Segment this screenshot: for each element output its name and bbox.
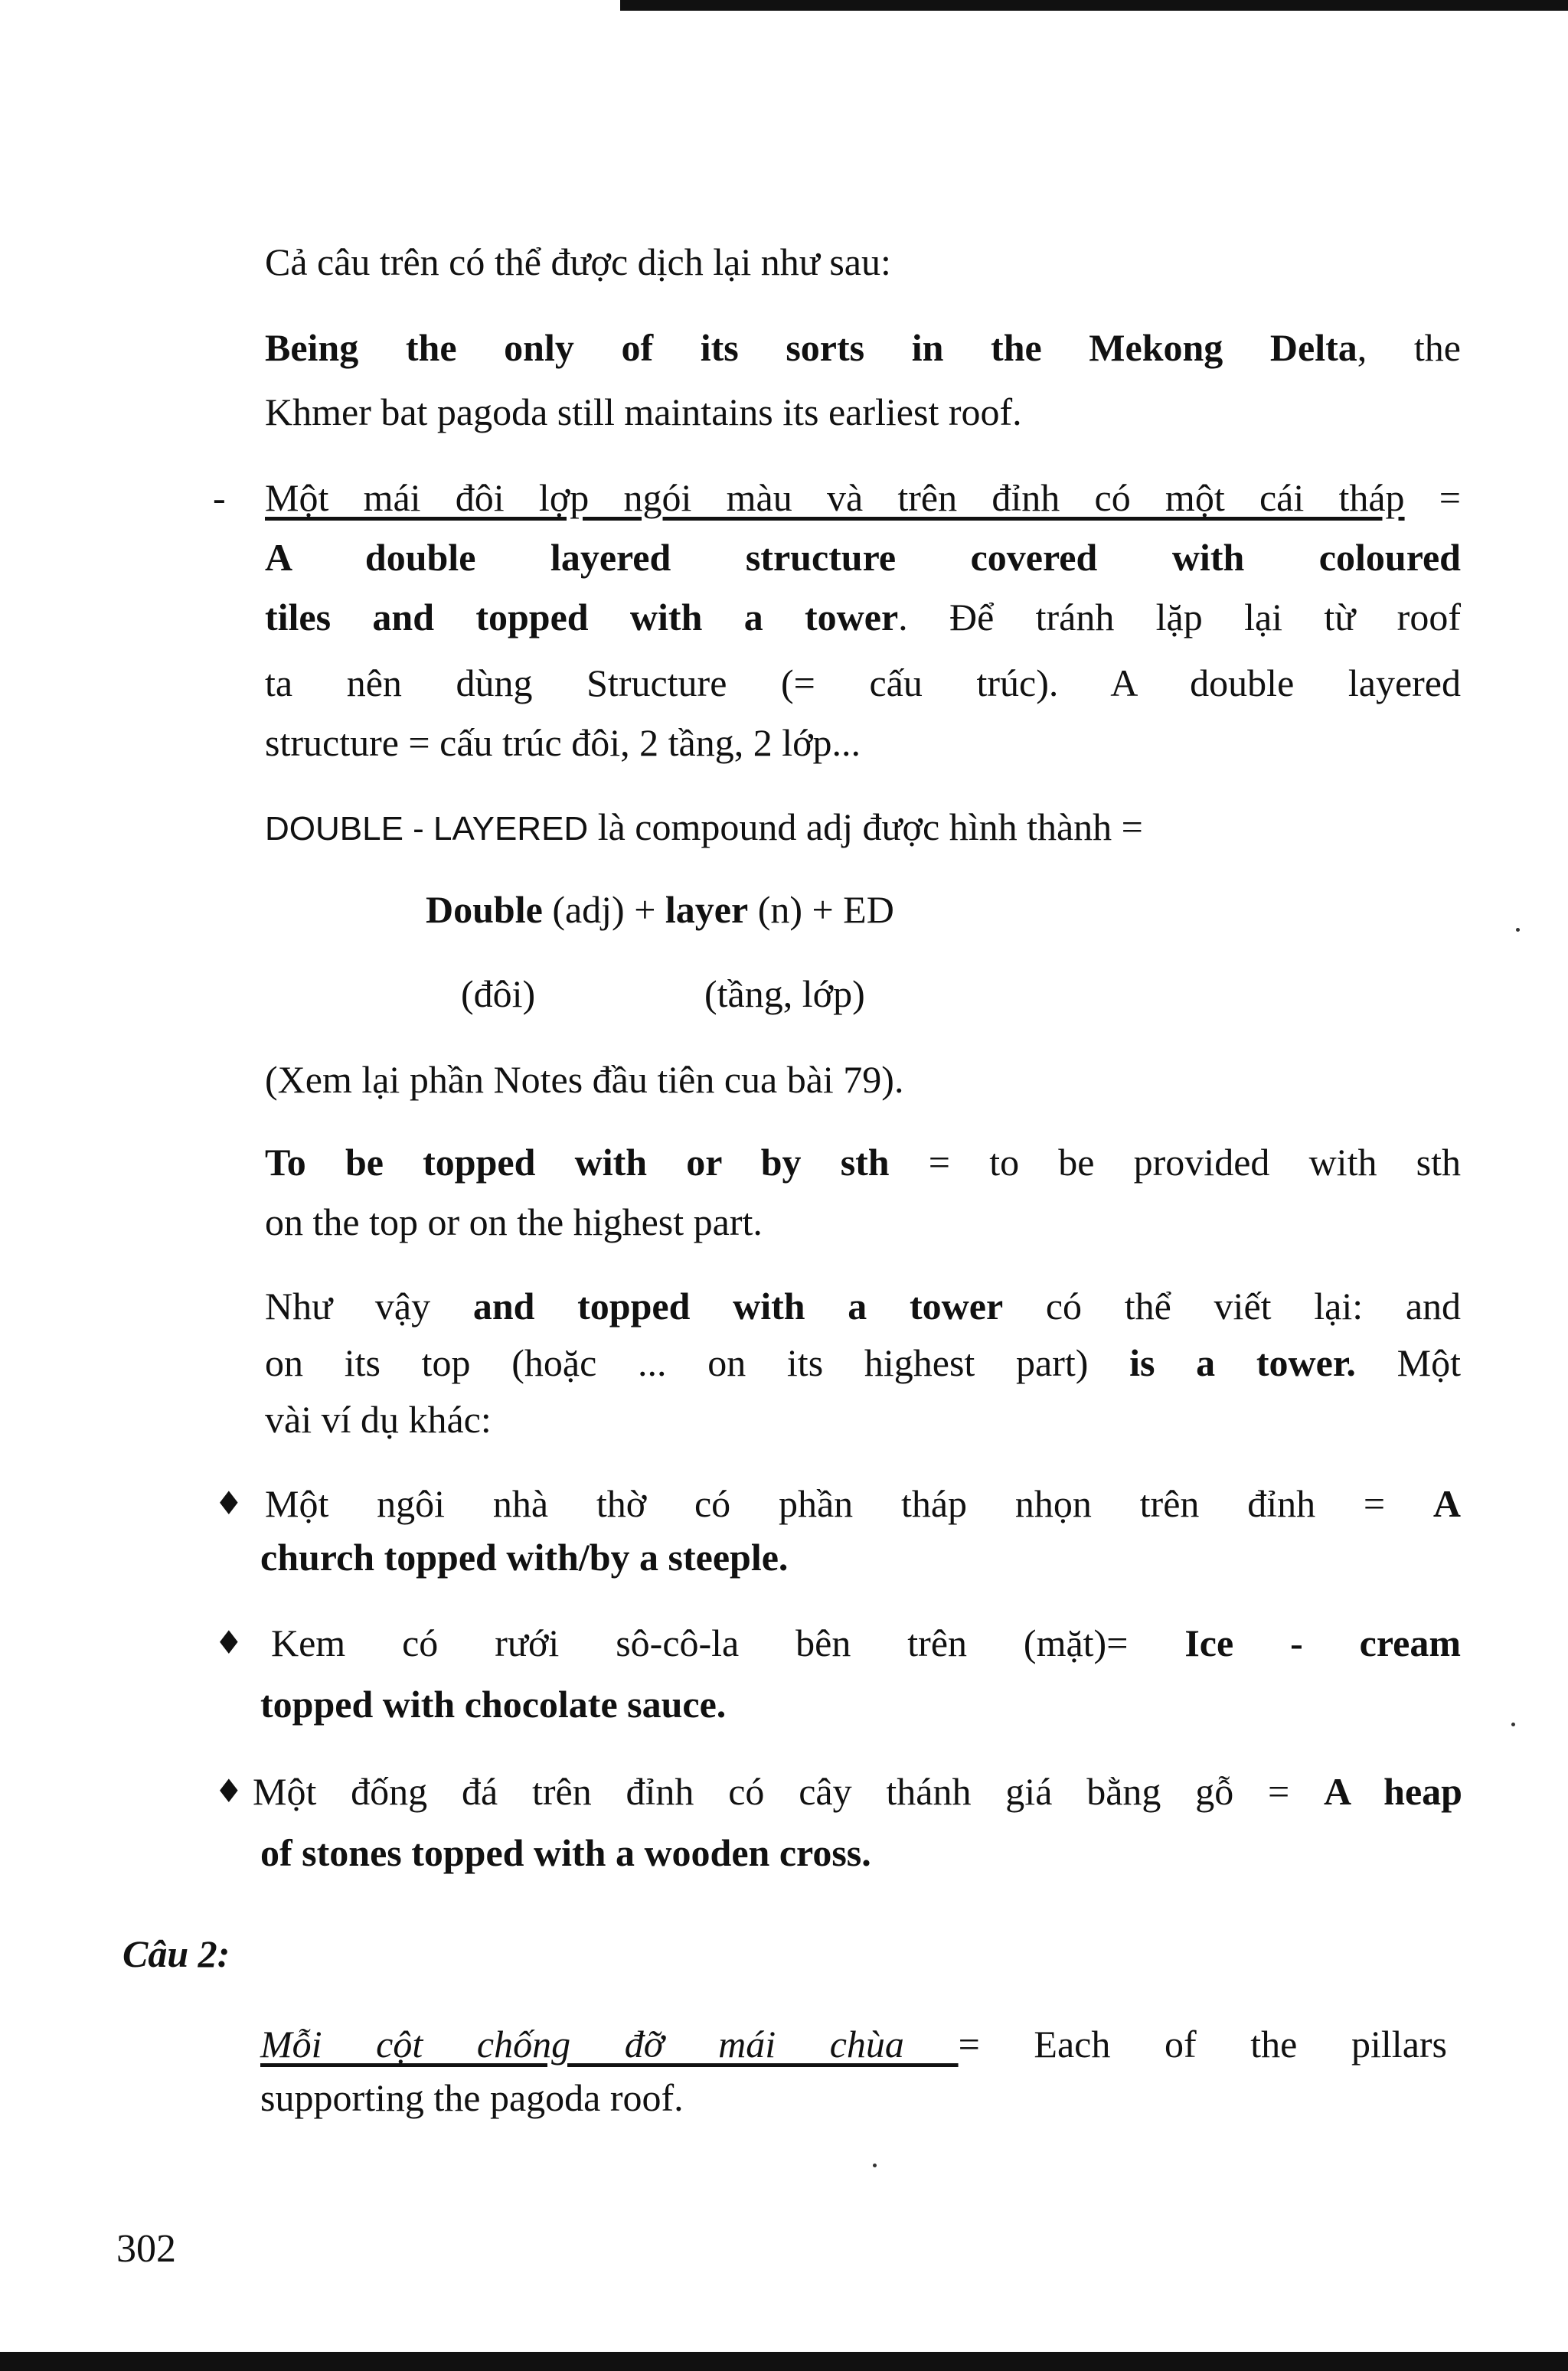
item1-line-2 [265, 534, 1461, 580]
rewrite-line-1 [265, 1283, 1461, 1329]
section2-line-1 [260, 2021, 1447, 2067]
scan-speck [1516, 928, 1520, 932]
section-heading: Câu 2: [122, 1932, 230, 1975]
definition-bold: To be topped with or by sth [265, 1141, 890, 1184]
item1-vietnamese-phrase: Một mái đôi lợp ngói màu và trên đỉnh có một cái tháp [265, 476, 1405, 519]
definition-line-2-text: on the top or on the highest part. [265, 1200, 763, 1243]
diamond-bullet-icon: ♦ [214, 1624, 243, 1661]
example-3-line-2 [260, 1830, 871, 1876]
diamond-bullet-icon: ♦ [214, 1484, 243, 1522]
item1-line-5 [265, 720, 861, 766]
example-2-bold-line-2: topped with chocolate sauce. [260, 1683, 727, 1726]
scan-speck [873, 2164, 877, 2167]
section2-rest: = Each of the pillars [958, 2023, 1447, 2066]
definition-line-1 [265, 1139, 1461, 1185]
formula-double: Double [426, 888, 543, 931]
item1-rest-line-3: . Để tránh lặp lại từ roof [898, 596, 1461, 638]
item1-line-3 [265, 594, 1461, 640]
example-2-line-1 [271, 1620, 1461, 1666]
item1-equals: = [1404, 476, 1461, 519]
compound-rest: là compound adj được hình thành = [588, 805, 1143, 848]
item1-line-4 [265, 660, 1461, 706]
formula-line [426, 887, 894, 932]
section2-line-2 [260, 2075, 684, 2121]
example-1-text: Một ngôi nhà thờ có phần tháp nhọn trên đỉnh = [265, 1482, 1433, 1525]
example-1-line-2 [260, 1534, 788, 1580]
example-3-bold-line-2: of stones topped with a wooden cross. [260, 1831, 871, 1874]
example-1-bold-line-2: church topped with/by a steeple. [260, 1536, 789, 1579]
rewrite-post-1: có thể viết lại: and [1003, 1285, 1462, 1328]
translation-line-2-text: Khmer bat pagoda still maintains its earliest roof. [265, 390, 1022, 433]
top-rule [620, 0, 1568, 11]
rewrite-bold-2: is a tower. [1129, 1341, 1356, 1384]
definition-rest: = to be provided with sth [889, 1141, 1462, 1184]
item1-line-1 [265, 475, 1461, 521]
item1-bold-line-3: tiles and topped with a tower [265, 596, 899, 638]
rewrite-line-2-post: Một [1355, 1341, 1461, 1384]
formula-pos-n-ed: (n) + ED [748, 888, 894, 931]
example-2-bold: Ice - cream [1128, 1621, 1461, 1664]
translation-line-1 [265, 325, 1461, 371]
rewrite-line-3 [265, 1396, 492, 1442]
rewrite-bold-1: and topped with a tower [472, 1285, 1004, 1328]
example-1-line-1 [265, 1481, 1461, 1527]
rewrite-line-2 [265, 1340, 1461, 1386]
translation-line-2 [265, 389, 1022, 435]
translation-bold: Being the only of its sorts in the Mekong Delta [265, 326, 1357, 369]
example-3-line-1 [253, 1768, 1462, 1814]
bottom-rule [0, 2352, 1568, 2371]
example-2-line-2 [260, 1681, 726, 1727]
item1-bold-line-2: A double layered structure covered with coloured [265, 536, 1461, 579]
page-number: 302 [116, 2227, 176, 2271]
rewrite-pre: Như vậy [265, 1285, 473, 1328]
example-1-bold: A [1432, 1482, 1461, 1525]
compound-label: DOUBLE - LAYERED [265, 810, 589, 847]
rewrite-line-3-text: vài ví dụ khác: [265, 1398, 492, 1441]
diamond-bullet-icon: ♦ [214, 1772, 243, 1810]
translation-intro [265, 239, 891, 285]
rewrite-line-2-pre: on its top (hoặc ... on its highest part) [265, 1341, 1130, 1384]
example-2-equals: = [1106, 1621, 1129, 1664]
example-2-text: Kem có rưới sô-cô-la bên trên (mặt) [271, 1621, 1107, 1664]
scan-speck [1511, 1723, 1515, 1726]
formula-layer: layer [665, 888, 749, 931]
example-3-text: Một đống đá trên đỉnh có cây thánh giá bằng gỗ = [253, 1770, 1325, 1813]
translation-rest: , the [1357, 326, 1461, 369]
see-note: (Xem lại phần Notes đầu tiên cua bài 79). [265, 1058, 904, 1101]
intro-text: Cả câu trên có thể được dịch lại như sau: [265, 240, 891, 283]
formula-gloss-2: (tầng, lớp) [704, 972, 865, 1015]
section2-vietnamese-phrase: Mỗi cột chống đỡ mái chùa [260, 2023, 959, 2066]
item1-line-4-text: ta nên dùng Structure (= cấu trúc). A double layered [265, 661, 1461, 704]
compound-line [265, 804, 1143, 852]
item1-line-5-text: structure = cấu trúc đôi, 2 tầng, 2 lớp... [265, 721, 861, 764]
formula-gloss-1: (đôi) [461, 972, 536, 1015]
section2-line-2-text: supporting the pagoda roof. [260, 2076, 684, 2119]
dash-marker: - [213, 476, 226, 519]
definition-line-2 [265, 1199, 763, 1245]
example-3-bold: A heap [1324, 1770, 1462, 1813]
formula-pos-adj: (adj) + [542, 888, 665, 931]
